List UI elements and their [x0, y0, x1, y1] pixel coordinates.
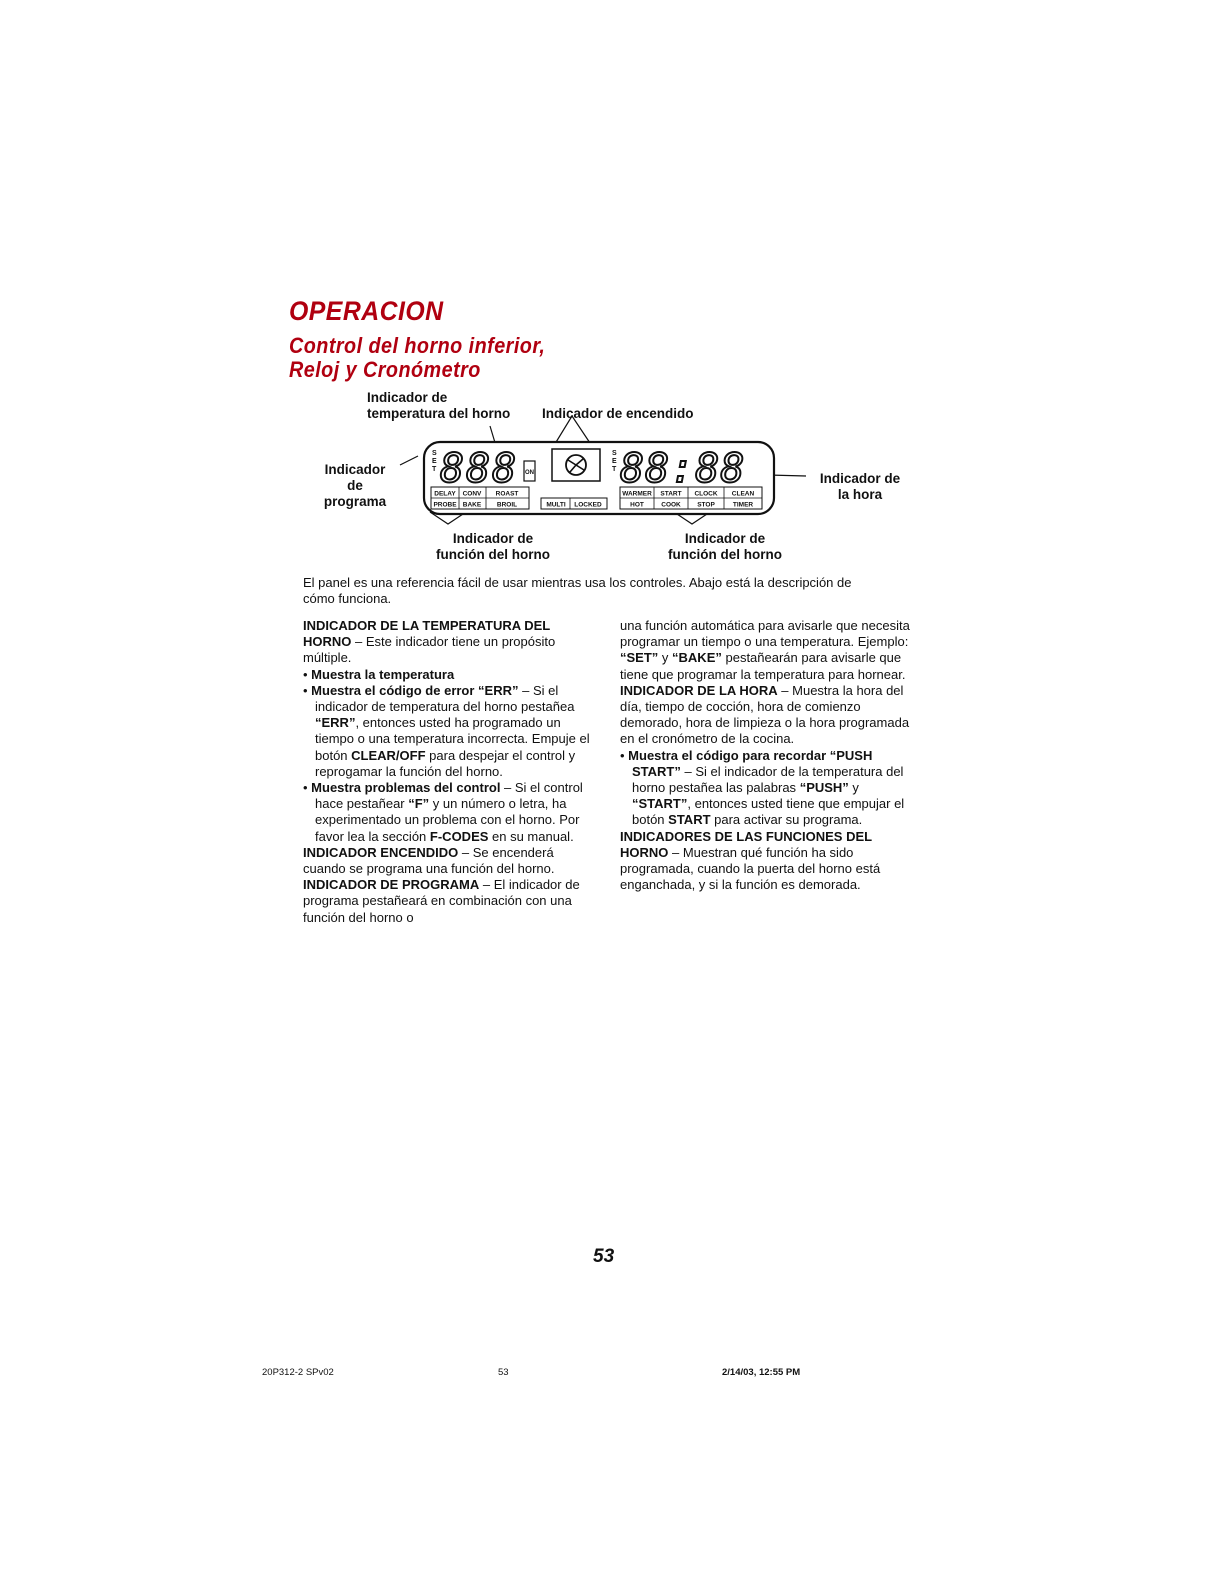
list-item: • Muestra la temperatura: [303, 666, 455, 682]
program-indicator-paragraph: INDICADOR DE PROGRAMA – El indicador de programa pestañeará en combinación con una función del horno o: [303, 877, 580, 925]
on-indicator-heading: INDICADOR ENCENDIDO: [303, 844, 459, 860]
func-warmer: WARMER: [622, 490, 652, 498]
hour-indicator-heading: INDICADOR DE LA HORA: [620, 682, 778, 698]
program-leader-line: [400, 456, 418, 465]
time-digits: 88:88: [620, 446, 746, 492]
func-locked: LOCKED: [574, 501, 602, 509]
func-clean: CLEAN: [731, 490, 755, 498]
func-broil: BROIL: [496, 501, 518, 509]
on-indicator-paragraph: INDICADOR ENCENDIDO – Se encenderá cuando se programa una función del horno.: [303, 844, 555, 877]
func-multi: MULTI: [546, 501, 566, 509]
list-item: • Muestra el código de error “ERR” – Si el indicador de temperatura del horno pestañea “ERR”, entonces usted ha programado un tiempo o una temperatura incorrecta. Empuje el botón CLEAR/OFF para despejar el control y reprogamar la función del horno.: [303, 682, 590, 779]
intro-paragraph: El panel es una referencia fácil de usar mientras usa los controles. Abajo está la descripción de cómo funciona.: [303, 575, 852, 606]
temp-indicator-heading: INDICADOR DE LA TEMPERATURA DEL HORNO: [303, 618, 550, 650]
footer-doc-id: 20P312-2 SPv02: [262, 1367, 334, 1378]
func-cook: COOK: [661, 501, 681, 509]
set-right-letter-s: S: [612, 450, 617, 457]
page-number: 53: [593, 1246, 615, 1267]
label-function-right-line2: función del horno: [668, 547, 782, 562]
page-subtitle-line2: Reloj y Cronómetro: [289, 357, 481, 382]
label-temperature-line2: temperatura del horno: [367, 406, 511, 421]
list-item: • Muestra el código para recordar “PUSH START” – Si el indicador de la temperatura del horno pestañea las palabras “PUSH” y “START”, entonces usted tiene que empujar el botón START para activar su programa.: [620, 747, 905, 828]
func-delay: DELAY: [434, 490, 456, 498]
label-function-right-line1: Indicador de: [684, 531, 766, 546]
label-function-left-line1: Indicador de: [452, 531, 534, 546]
label-temperature-line1: Indicador de: [367, 390, 448, 405]
program-continued-paragraph: una función automática para avisarle que necesita programar un tiempo o una temperatura. Ejemplo: “SET” y “BAKE” pestañearán para avisarle que tiene que programar la temperatura para hornear.: [620, 618, 910, 682]
set-letters-left: [432, 450, 437, 473]
right-column: [620, 618, 915, 893]
temp-indicator-paragraph: INDICADOR DE LA TEMPERATURA DEL HORNO – Este indicador tiene un propósito múltiple.: [303, 618, 556, 666]
list-item: • Muestra problemas del control – Si el control hace pestañear “F” y un número o letra, ha experimentado un problema con el horno. Por favor lea la sección F-CODES en su manual.: [303, 780, 583, 844]
left-function-grid: [431, 487, 529, 509]
set-letters-right: [612, 450, 617, 473]
footer-timestamp: 2/14/03, 12:55 PM: [722, 1367, 801, 1378]
page-subtitle-line1: Control del horno inferior,: [289, 333, 546, 358]
func-hot: HOT: [630, 501, 644, 509]
label-time-indicator: [806, 471, 914, 503]
label-function-left: [418, 531, 568, 563]
func-start: START: [660, 490, 682, 498]
set-letter-e: E: [432, 458, 437, 465]
func-probe: PROBE: [433, 501, 457, 509]
func-timer: TIMER: [732, 501, 754, 509]
label-program-line1: Indicador: [324, 462, 386, 477]
func-stop: STOP: [697, 501, 715, 509]
left-column: [303, 618, 595, 926]
function-indicators-heading: INDICADORES DE LAS FUNCIONES DEL HORNO: [620, 828, 872, 860]
hour-indicator-paragraph: INDICADOR DE LA HORA – Muestra la hora del día, tiempo de cocción, hora de comienzo demorado, hora de limpieza o la hora programada en el cronómetro de la cocina.: [620, 682, 910, 747]
set-right-letter-t: T: [612, 466, 617, 473]
oven-display-diagram: [300, 386, 820, 526]
label-time-line2: la hora: [837, 487, 883, 502]
func-bake: BAKE: [462, 501, 482, 509]
temperature-digits: 888: [440, 446, 519, 492]
set-letter-t: T: [432, 466, 437, 473]
program-indicator-heading: INDICADOR DE PROGRAMA: [303, 877, 480, 893]
func-roast: ROAST: [495, 490, 519, 498]
label-function-right: [650, 531, 800, 563]
label-function-left-line2: función del horno: [436, 547, 550, 562]
on-text: ON: [525, 470, 534, 476]
footer-page: 53: [498, 1367, 509, 1378]
label-time-line1: Indicador de: [819, 471, 901, 486]
label-program-line3: programa: [323, 494, 387, 509]
page-title: OPERACION: [289, 296, 444, 326]
label-program-line2: de: [347, 478, 363, 493]
set-letter-s: S: [432, 450, 437, 457]
function-indicators-paragraph: INDICADORES DE LAS FUNCIONES DEL HORNO – Muestran qué función ha sido programada, cuando la puerta del horno está enganchada, y si la función es demorada.: [620, 828, 881, 893]
label-on-indicator: Indicador de encendido: [542, 406, 694, 421]
func-conv: CONV: [462, 490, 482, 498]
set-right-letter-e: E: [612, 458, 617, 465]
func-clock: CLOCK: [694, 490, 718, 498]
